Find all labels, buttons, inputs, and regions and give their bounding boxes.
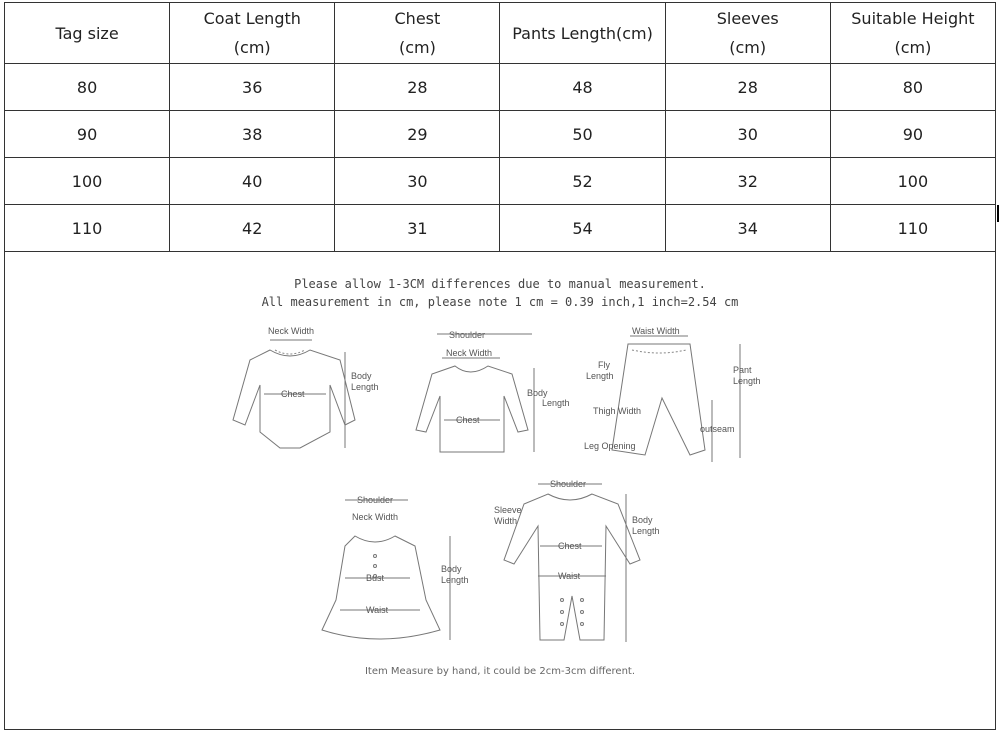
label-chest-top: Chest <box>456 415 480 425</box>
table-cell: 48 <box>500 64 665 111</box>
table-cell: 90 <box>830 111 995 158</box>
table-cell: 28 <box>665 64 830 111</box>
label-neck-width: Neck Width <box>268 326 315 336</box>
label-leg-opening: Leg Opening <box>584 441 636 451</box>
label-sleeve-width-2: Width <box>494 516 518 526</box>
table-cell: 80 <box>830 64 995 111</box>
header-coat-length: Coat Length (cm) <box>170 3 335 64</box>
label-pant-length-1: Pant <box>733 365 752 375</box>
label-neck-width-dress: Neck Width <box>352 512 399 522</box>
label-chest: Chest <box>281 389 305 399</box>
table-cell: 110 <box>5 205 170 252</box>
table-cell: 100 <box>830 158 995 205</box>
label-waist-dress: Waist <box>366 605 389 615</box>
label-pant-length-2: Length <box>733 376 761 386</box>
table-cell: 34 <box>665 205 830 252</box>
table-cell: 90 <box>5 111 170 158</box>
label-body-length-dress-2: Length <box>441 575 469 585</box>
header-chest: Chest (cm) <box>335 3 500 64</box>
table-cell: 80 <box>5 64 170 111</box>
table-cell: 50 <box>500 111 665 158</box>
label-outseam: outseam <box>700 424 735 434</box>
label-thigh-width: Thigh Width <box>593 406 642 416</box>
bodysuit-drawing <box>233 326 379 448</box>
label-body-length-dress-1: Body <box>441 564 462 574</box>
dress-drawing <box>322 495 469 640</box>
table-cell: 110 <box>830 205 995 252</box>
label-shoulder-dress: Shoulder <box>357 495 394 505</box>
label-bust: Bust <box>366 573 385 583</box>
table-cell: 40 <box>170 158 335 205</box>
table-cell: 30 <box>335 158 500 205</box>
table-cell: 52 <box>500 158 665 205</box>
label-body-length-2: Length <box>351 382 379 392</box>
measurement-footer-note: Item Measure by hand, it could be 2cm-3cm different. <box>364 666 636 677</box>
romper-drawing <box>494 479 660 642</box>
header-suitable-height: Suitable Height (cm) <box>830 3 995 64</box>
table-cell: 28 <box>335 64 500 111</box>
label-fly-1: Fly <box>598 360 610 370</box>
measurement-note-2: All measurement in cm, please note 1 cm = 0.39 inch,1 inch=2.54 cm <box>261 295 739 309</box>
table-cell: 29 <box>335 111 500 158</box>
table-cell: 100 <box>5 158 170 205</box>
label-chest-romper: Chest <box>558 541 582 551</box>
header-sleeves: Sleeves (cm) <box>665 3 830 64</box>
label-body-length-1: Body <box>351 371 372 381</box>
top-drawing <box>416 330 570 452</box>
table-cell: 36 <box>170 64 335 111</box>
label-body-length-top-2: Length <box>542 398 570 408</box>
table-cell: 32 <box>665 158 830 205</box>
table-cell: 42 <box>170 205 335 252</box>
measurement-note-1: Please allow 1-3CM differences due to manual measurement. <box>294 277 706 291</box>
label-body-length-romper-1: Body <box>632 515 653 525</box>
header-tag-size: Tag size <box>5 3 170 64</box>
table-cell: 31 <box>335 205 500 252</box>
header-pants-length: Pants Length(cm) <box>500 3 665 64</box>
label-neck-width-top: Neck Width <box>446 348 493 358</box>
table-cell: 54 <box>500 205 665 252</box>
table-cell: 30 <box>665 111 830 158</box>
table-cell: 38 <box>170 111 335 158</box>
pants-drawing <box>584 326 761 462</box>
label-body-length-romper-2: Length <box>632 526 660 536</box>
label-waist-romper: Waist <box>558 571 581 581</box>
label-shoulder-romper: Shoulder <box>550 479 587 489</box>
label-shoulder: Shoulder <box>449 330 486 340</box>
label-waist-width: Waist Width <box>632 326 680 336</box>
label-body-length-top-1: Body <box>527 388 548 398</box>
label-fly-2: Length <box>586 371 614 381</box>
label-sleeve-width-1: Sleeve <box>494 505 522 515</box>
